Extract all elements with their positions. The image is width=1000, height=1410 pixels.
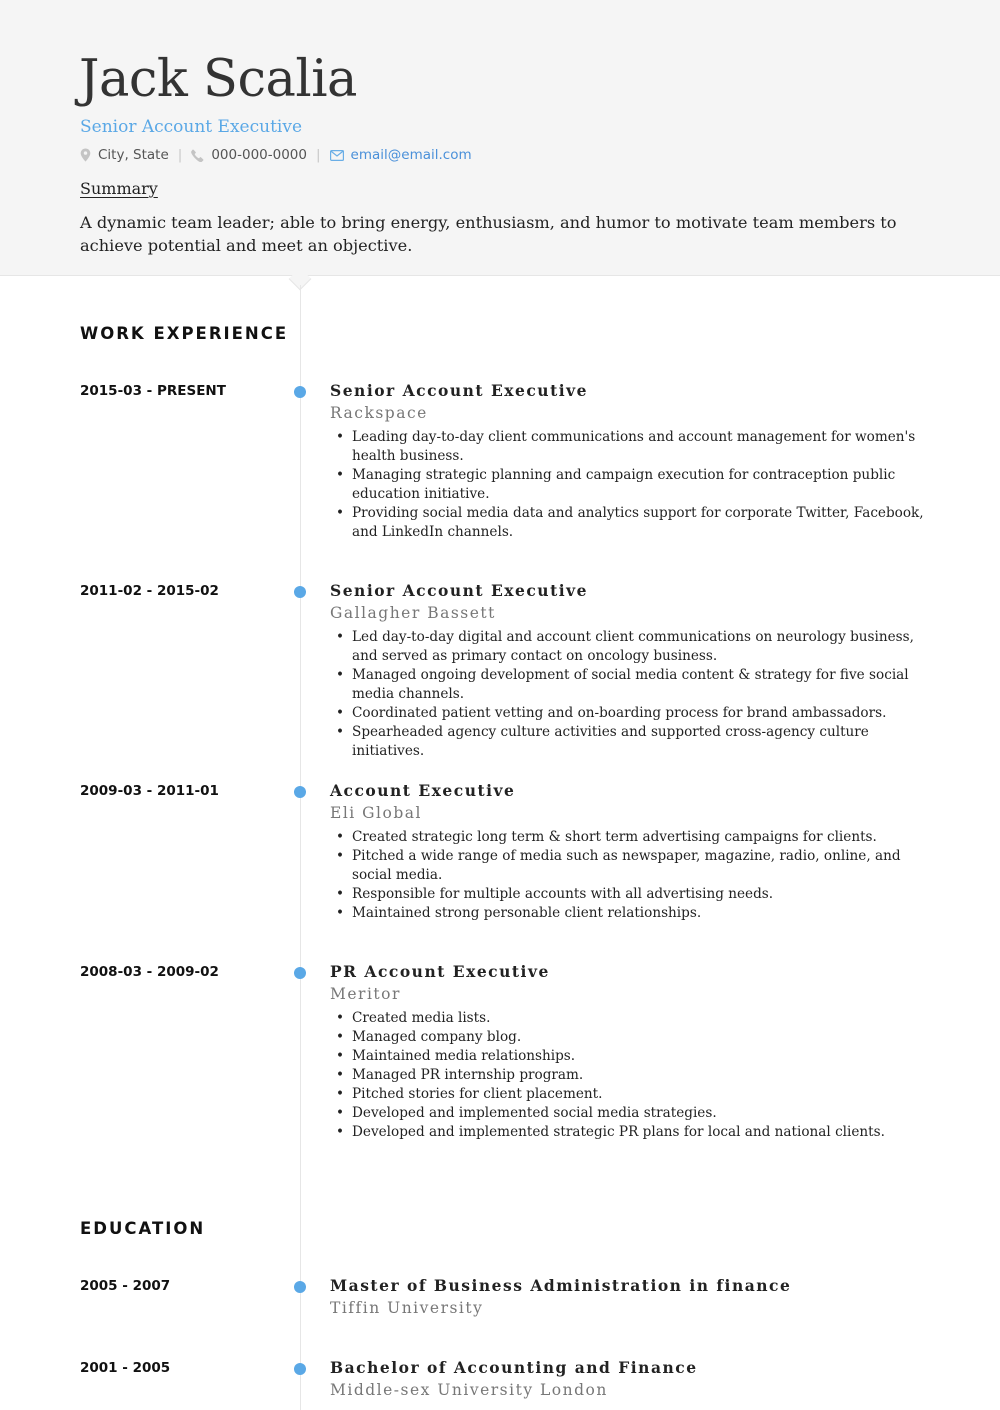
contact-separator: |	[177, 147, 183, 163]
job-bullet: • Managed ongoing development of social media content & strategy for five social media channels.	[330, 666, 925, 704]
job-bullets	[330, 1009, 925, 1142]
timeline-dot	[294, 386, 306, 398]
education-heading: EDUCATION	[80, 1219, 206, 1238]
timeline-dot	[294, 1363, 306, 1375]
job-dates: 2015-03 - PRESENT	[80, 383, 226, 399]
company-name: Rackspace	[330, 404, 428, 422]
job-bullet: • Providing social media data and analytics support for corporate Twitter, Facebook, and LinkedIn channels.	[330, 504, 925, 542]
job-bullets	[330, 428, 925, 542]
job-title: Account Executive	[330, 781, 516, 800]
job-bullets	[330, 628, 925, 761]
contact-bar	[80, 146, 472, 164]
phone-icon	[191, 149, 204, 162]
work-experience-heading: WORK EXPERIENCE	[80, 324, 289, 343]
education-dates: 2005 - 2007	[80, 1278, 171, 1294]
job-bullet: • Maintained strong personable client relationships.	[330, 904, 925, 923]
job-bullet: • Spearheaded agency culture activities and supported cross-agency culture initiatives.	[330, 723, 925, 761]
candidate-title: Senior Account Executive	[80, 117, 303, 137]
timeline-dot	[294, 1281, 306, 1293]
job-bullet: • Pitched a wide range of media such as newspaper, magazine, radio, online, and social media.	[330, 847, 925, 885]
job-title: Senior Account Executive	[330, 381, 588, 400]
job-dates: 2008-03 - 2009-02	[80, 964, 219, 980]
contact-phone	[191, 147, 307, 163]
timeline-dot	[294, 786, 306, 798]
email-link[interactable]: email@email.com	[350, 147, 472, 163]
degree-name: Bachelor of Accounting and Finance	[330, 1358, 698, 1377]
job-bullets	[330, 828, 925, 923]
candidate-name: Jack Scalia	[79, 50, 357, 109]
job-bullet: • Created media lists.	[330, 1009, 925, 1028]
degree-name: Master of Business Administration in finance	[330, 1276, 792, 1295]
job-bullet: • Developed and implemented social media strategies.	[330, 1104, 925, 1123]
job-bullet: • Created strategic long term & short term advertising campaigns for clients.	[330, 828, 925, 847]
job-dates: 2009-03 - 2011-01	[80, 783, 219, 799]
summary-heading: Summary	[80, 179, 158, 198]
job-bullet: • Managed company blog.	[330, 1028, 925, 1047]
job-bullet: • Responsible for multiple accounts with all advertising needs.	[330, 885, 925, 904]
contact-email[interactable]	[330, 147, 472, 163]
job-bullet: • Led day-to-day digital and account client communications on neurology business, and served as primary contact on oncology business.	[330, 628, 925, 666]
job-title: Senior Account Executive	[330, 581, 588, 600]
job-bullet: • Pitched stories for client placement.	[330, 1085, 925, 1104]
company-name: Eli Global	[330, 804, 422, 822]
school-name: Tiffin University	[330, 1299, 484, 1317]
job-bullet: • Managed PR internship program.	[330, 1066, 925, 1085]
contact-location	[80, 147, 169, 163]
map-pin-icon	[80, 148, 91, 162]
envelope-icon	[330, 150, 344, 161]
job-bullet: • Managing strategic planning and campaign execution for contraception public education initiative.	[330, 466, 925, 504]
location-text: City, State	[98, 147, 169, 163]
contact-separator: |	[315, 147, 321, 163]
timeline-dot	[294, 967, 306, 979]
job-bullet: • Maintained media relationships.	[330, 1047, 925, 1066]
job-bullet: • Leading day-to-day client communications and account management for women's health business.	[330, 428, 925, 466]
job-bullet: • Developed and implemented strategic PR plans for local and national clients.	[330, 1123, 925, 1142]
job-bullet: • Coordinated patient vetting and on-boarding process for brand ambassadors.	[330, 704, 925, 723]
resume-header	[0, 0, 1000, 276]
timeline-line	[300, 285, 301, 1410]
timeline-dot	[294, 586, 306, 598]
job-title: PR Account Executive	[330, 962, 550, 981]
phone-text: 000-000-0000	[211, 147, 307, 163]
job-dates: 2011-02 - 2015-02	[80, 583, 219, 599]
company-name: Meritor	[330, 985, 401, 1003]
summary-text: A dynamic team leader; able to bring energy, enthusiasm, and humor to motivate team members to achieve potential and meet an objective.	[80, 213, 897, 255]
education-dates: 2001 - 2005	[80, 1360, 171, 1376]
company-name: Gallagher Bassett	[330, 604, 496, 622]
school-name: Middle-sex University London	[330, 1381, 608, 1399]
